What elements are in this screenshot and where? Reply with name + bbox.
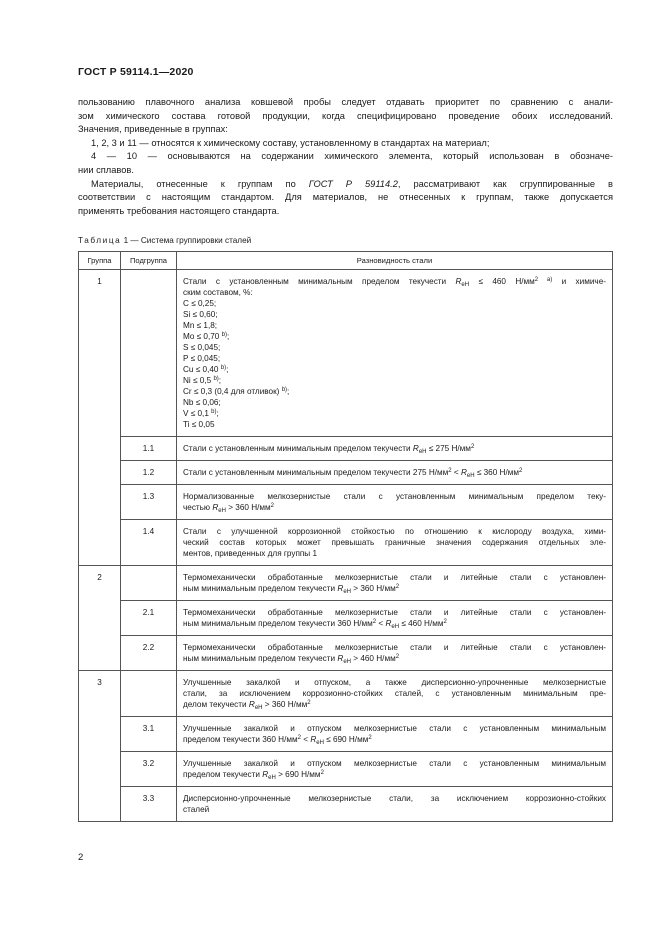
table-row	[79, 787, 613, 822]
type-cell: Дисперсионно-упрочненные мелкозернистые стали, за исключением коррозионно-стойких сталей	[177, 787, 613, 822]
page-number: 2	[78, 852, 84, 863]
subgroup-cell: 3.2	[121, 752, 177, 787]
table-row	[79, 520, 613, 566]
intro-line: Значения, приведенные в группах:	[78, 124, 228, 135]
group-cell: 1	[79, 270, 121, 437]
header-group: Группа	[79, 252, 121, 270]
subgroup-cell	[121, 566, 177, 601]
table-row	[79, 461, 613, 485]
intro-line: зом химического состава готовой продукции, когда специфицировано проведение обоих исследований.	[78, 110, 613, 121]
intro-line: Материалы, отнесенные к группам по ГОСТ Р 59114.2, рассматривают как сгруппированные в	[91, 178, 613, 189]
table-row	[79, 752, 613, 787]
table-row	[79, 566, 613, 601]
subgroup-cell	[121, 270, 177, 437]
table-row	[79, 671, 613, 717]
intro-line: нии сплавов.	[78, 164, 134, 175]
type-cell: Стали с установленным минимальным пределом текучести 275 $Н/мм^2 < R_{eH} \le 360$ $Н/мм^2$	[177, 461, 613, 485]
intro-line: соответствии с настоящим стандартом. Для материалов, не отнесенных к группам, также допускается	[78, 192, 613, 203]
intro-line: 4 — 10 — основываются на содержании химического элемента, который использован в обозначе-	[91, 151, 613, 162]
type-cell: Стали с улучшенной коррозионной стойкостью по отношению к кислороду воздуха, хими- ческий состав которых может превышать граничные значения содержания отдельных эле- ментов, приведенных для группы 1	[177, 520, 613, 566]
subgroup-cell: 1.1	[121, 437, 177, 461]
intro-line: 1, 2, 3 и 11 — относятся к химическому составу, установленному в стандартах на материал;	[91, 137, 490, 148]
subgroup-cell: 2.2	[121, 636, 177, 671]
type-cell: Стали с установленным минимальным пределом текучести $R_{eH} \le 460$ $Н/мм^{2 a)}$ и химиче- ским составом, %: C ≤ 0,25; Si ≤ 0,60; Mn ≤ 1,8; Mo ≤ 0,70 $^{b)}$; S ≤ 0,045; P ≤ 0,045; Cu ≤ 0,40 $^{b)}$; Ni ≤ 0,5 $^{b)}$; Cr ≤ 0,3 (0,4 для отливок) $^{b)}$; Nb ≤ 0,06; V ≤ 0,1 $^{b)}$; Ti ≤ 0,05	[177, 270, 613, 437]
type-cell: Улучшенные закалкой и отпуском мелкозернистые стали с установленным минимальным пределом текучести 360 $Н/мм^2 < R_{eH} \le 690$ $Н/мм^2$	[177, 717, 613, 752]
header-subgroup: Подгруппа	[121, 252, 177, 270]
table-row	[79, 485, 613, 520]
intro-text	[78, 96, 613, 218]
type-cell: Термомеханически обработанные мелкозернистые стали и литейные стали с установлен- ным минимальным пределом текучести $R_{eH} > 460$ $Н/мм^2$	[177, 636, 613, 671]
composition-list: C ≤ 0,25; Si ≤ 0,60; Mn ≤ 1,8; Mo ≤ 0,70 $^{b)}$; S ≤ 0,045; P ≤ 0,045; Cu ≤ 0,40 $^{b)}$; Ni ≤ 0,5 $^{b)}$; Cr ≤ 0,3 (0,4 для отливок) $^{b)}$; Nb ≤ 0,06; V ≤ 0,1 $^{b)}$; Ti ≤ 0,05	[183, 299, 290, 429]
type-cell: Термомеханически обработанные мелкозернистые стали и литейные стали с установлен- ным минимальным пределом текучести $R_{eH} > 360$ $Н/мм^2$	[177, 566, 613, 601]
table-row	[79, 437, 613, 461]
group-cell: 2	[79, 566, 121, 601]
intro-line: применять требования настоящего стандарта.	[78, 205, 280, 216]
subgroup-cell: 1.3	[121, 485, 177, 520]
table-row	[79, 636, 613, 671]
document-header: ГОСТ Р 59114.1—2020	[78, 66, 194, 78]
table-row	[79, 601, 613, 636]
table-header-row	[79, 252, 613, 270]
type-cell: Улучшенные закалкой и отпуском мелкозернистые стали с установленным минимальным пределом текучести $R_{eH} > 690$ $Н/мм^2$	[177, 752, 613, 787]
table-caption: Таблица 1 — Система группировки сталей	[78, 236, 252, 245]
intro-line: пользованию плавочного анализа ковшевой пробы следует отдавать приоритет по сравнению с анали-	[78, 97, 613, 107]
type-cell: Нормализованные мелкозернистые стали с установленным минимальным пределом теку- честью $R_{eH} > 360$ $Н/мм^2$	[177, 485, 613, 520]
subgroup-cell: 3.1	[121, 717, 177, 752]
subgroup-cell	[121, 671, 177, 717]
table-row	[79, 717, 613, 752]
subgroup-cell: 3.3	[121, 787, 177, 822]
subgroup-cell: 2.1	[121, 601, 177, 636]
table-row	[79, 270, 613, 437]
steel-group-table	[78, 251, 613, 822]
subgroup-cell: 1.2	[121, 461, 177, 485]
header-type: Разновидность стали	[177, 252, 613, 270]
standard-reference: ГОСТ Р 59114.2	[308, 178, 398, 189]
type-cell: Стали с установленным минимальным пределом текучести $R_{eH} \le 275$ $Н/мм^2$	[177, 437, 613, 461]
group-cell: 3	[79, 671, 121, 717]
subgroup-cell: 1.4	[121, 520, 177, 566]
type-cell: Улучшенные закалкой и отпуском, а также дисперсионно-упрочненные мелкозернистые стали, за исключением коррозионно-стойких сталей, с установленным минимальным пре- делом текучести $R_{eH} > 360$ $Н/мм^2$	[177, 671, 613, 717]
type-cell: Термомеханически обработанные мелкозернистые стали и литейные стали с установлен- ным минимальным пределом текучести 360 $Н/мм^2 < R_{eH} \le 460$ $Н/мм^2$	[177, 601, 613, 636]
